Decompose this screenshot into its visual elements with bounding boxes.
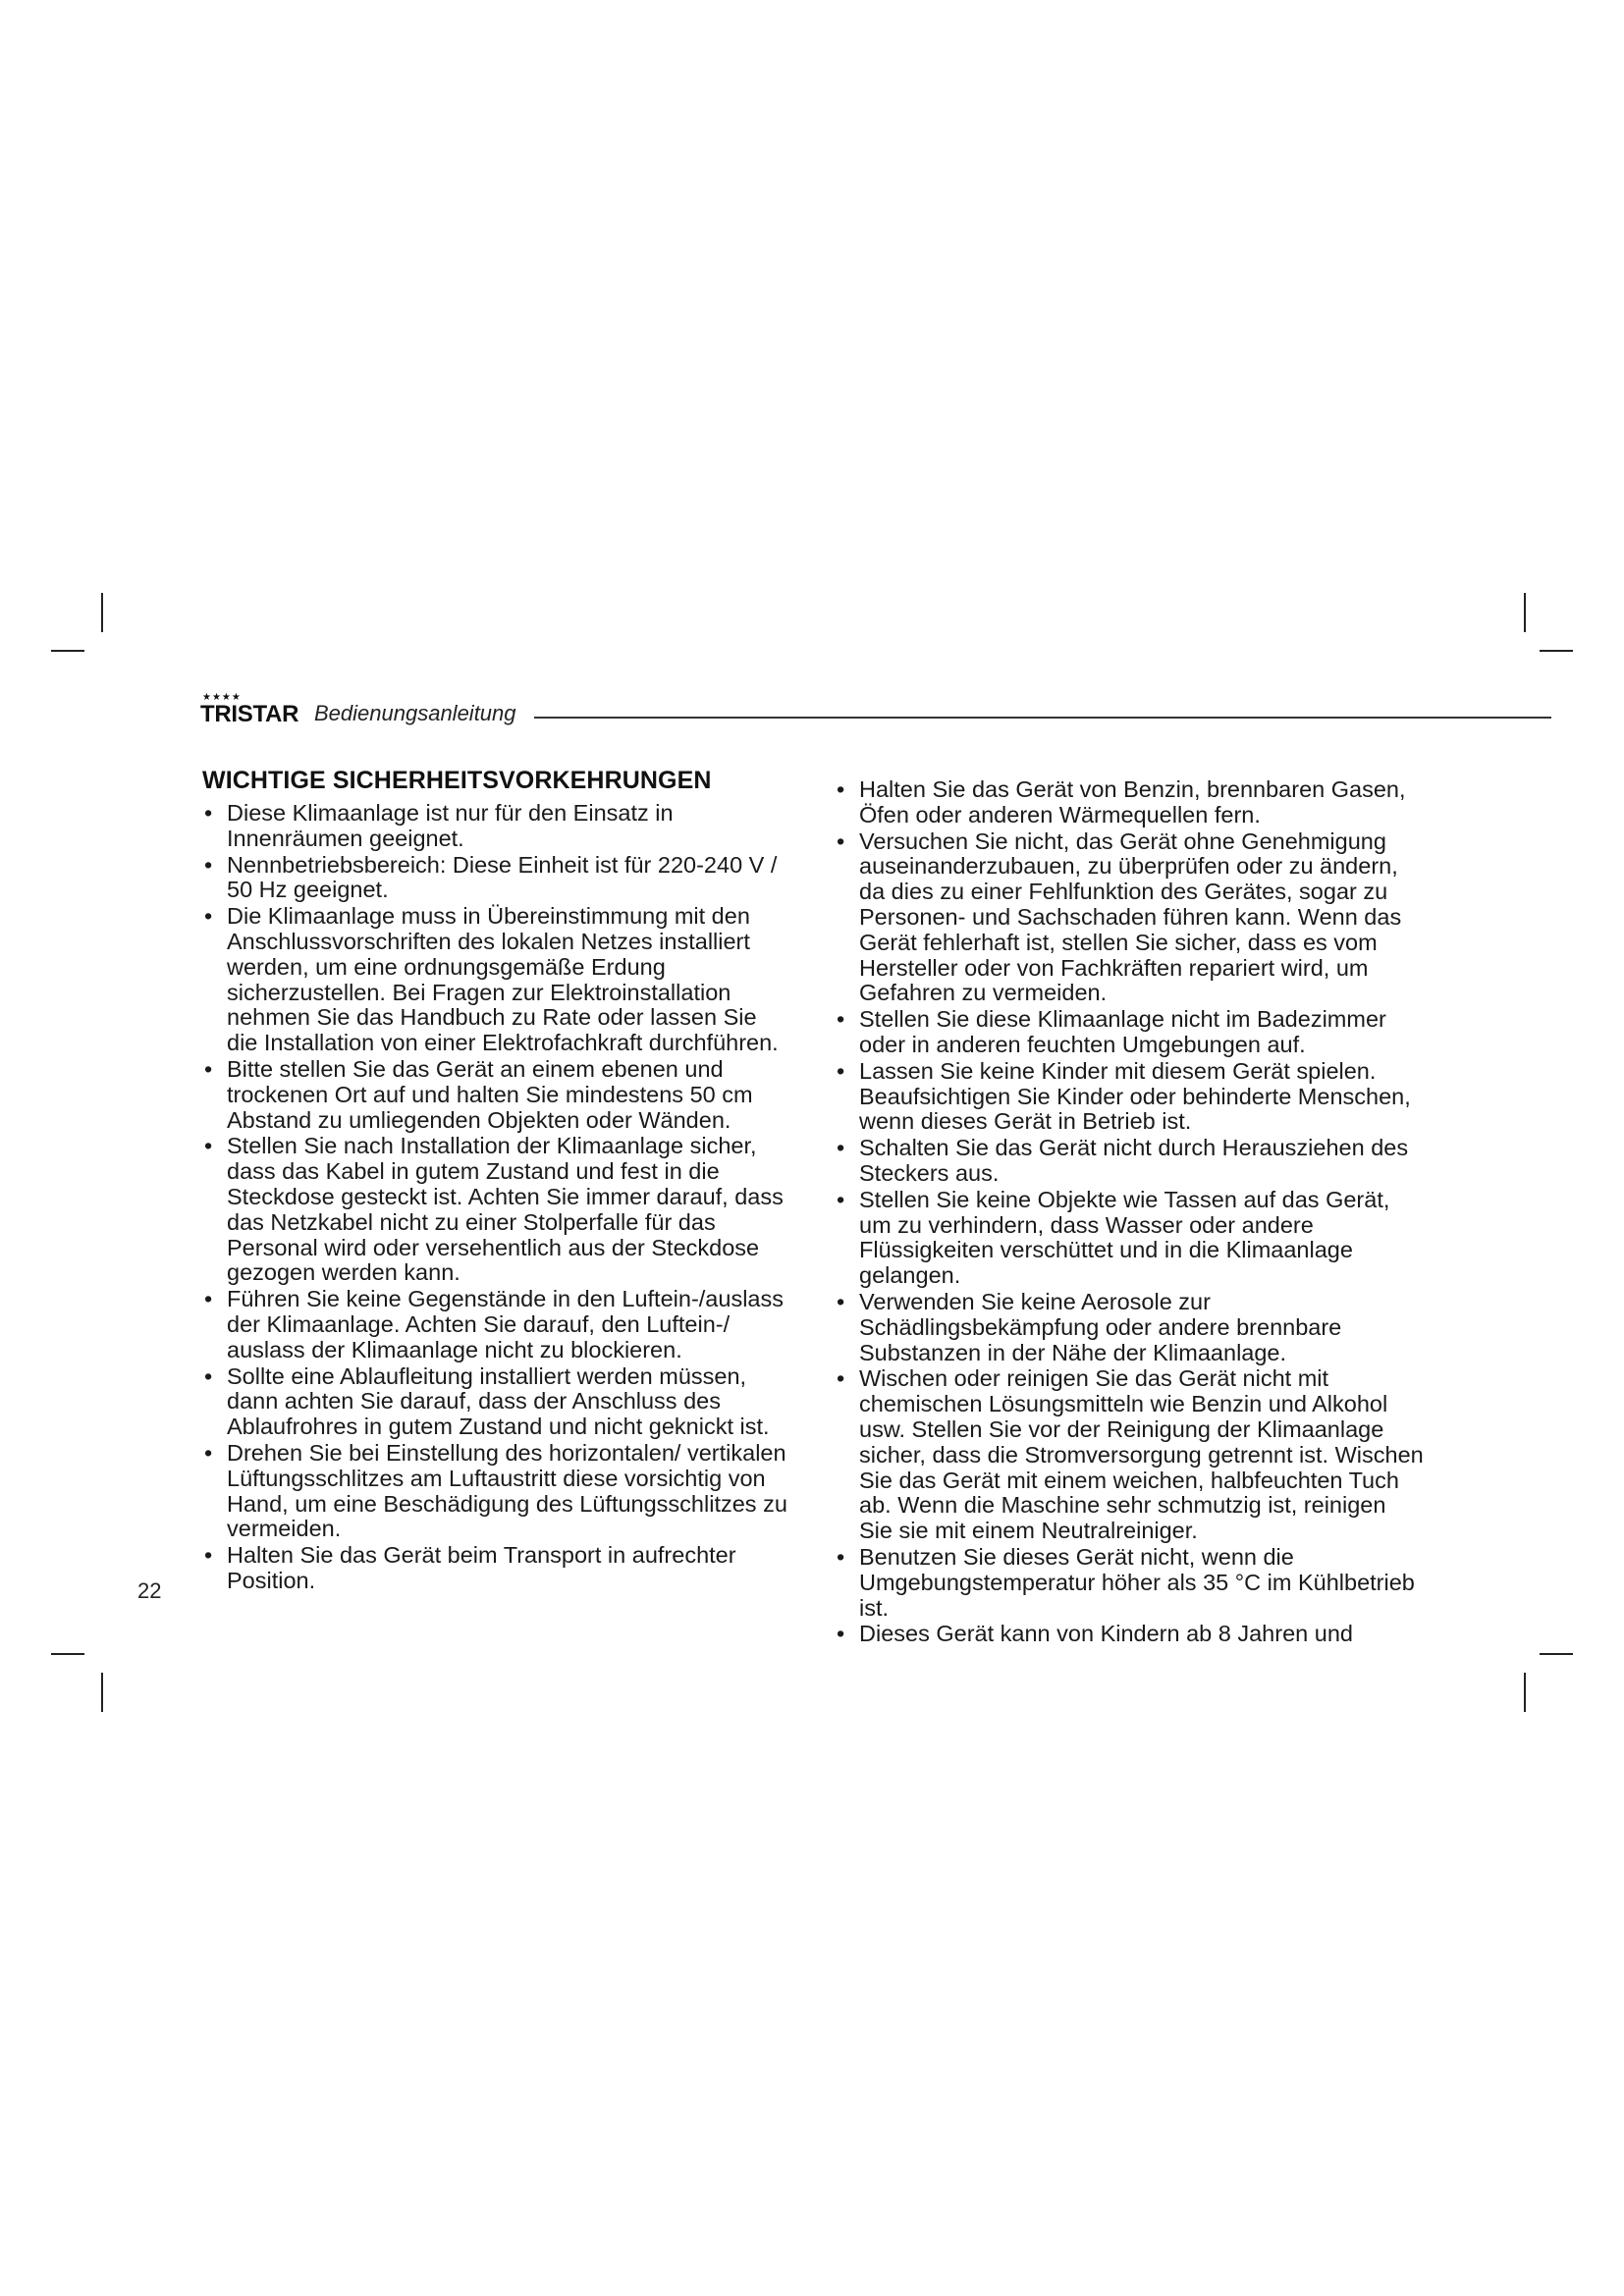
list-item	[835, 1290, 1424, 1365]
safety-list-right	[835, 777, 1424, 1647]
crop-mark-bottom-left-vertical	[101, 1673, 103, 1712]
list-item-text: • Stellen Sie nach Installation der Klimaanlage sicher, dass das Kabel in gutem Zustand und fest in die Steckdose gesteckt ist. Achten Sie immer darauf, dass das Netzkabel nicht zu einer Stolperfalle für das Personal wird oder versehentlich aus der Steckdose gezogen werden kann.	[227, 1133, 784, 1286]
tristar-logo	[200, 692, 310, 727]
list-item-text: • Lassen Sie keine Kinder mit diesem Gerät spielen. Beaufsichtigen Sie Kinder oder behinderte Menschen, wenn dieses Gerät in Betrieb ist.	[859, 1057, 1411, 1135]
list-item	[835, 829, 1424, 1007]
list-item	[202, 1057, 791, 1133]
list-item-text: • Versuchen Sie nicht, das Gerät ohne Genehmigung auseinanderzubauen, zu überprüfen oder zu ändern, da dies zu einer Fehlfunktion des Gerätes, sogar zu Personen- und Sachschaden führen kann. Wenn das Gerät fehlerhaft ist, stellen Sie sicher, dass es vom Hersteller oder von Fachkräften repariert wird, um Gefahren zu vermeiden.	[859, 828, 1402, 1006]
logo-stars: ★★★★	[202, 692, 242, 703]
list-item-text: • Dieses Gerät kann von Kindern ab 8 Jahren und	[859, 1621, 1353, 1647]
crop-mark-bottom-right-horizontal	[1540, 1653, 1573, 1655]
crop-mark-top-left-vertical	[101, 593, 103, 632]
list-item-text: • Schalten Sie das Gerät nicht durch Herausziehen des Steckers aus.	[859, 1135, 1409, 1186]
safety-list-left	[202, 801, 791, 1594]
header-rule	[534, 717, 1551, 719]
crop-mark-top-right-horizontal	[1540, 650, 1573, 652]
list-item	[835, 777, 1424, 828]
page-header	[200, 687, 1551, 726]
list-item	[835, 1188, 1424, 1289]
crop-mark-top-left-horizontal	[51, 650, 84, 652]
list-item-text: • Stellen Sie keine Objekte wie Tassen auf das Gerät, um zu verhindern, dass Wasser oder andere Flüssigkeiten verschüttet und in die Klimaanlage gelangen.	[859, 1186, 1390, 1289]
list-item	[835, 1622, 1424, 1647]
list-item-text: • Diese Klimaanlage ist nur für den Einsatz in Innenräumen geeignet.	[227, 800, 674, 851]
list-item-text: • Führen Sie keine Gegenstände in den Luftein-/auslass der Klimaanlage. Achten Sie darauf, den Luftein-/ auslass der Klimaanlage nicht zu blockieren.	[227, 1286, 784, 1362]
list-item	[835, 1007, 1424, 1058]
list-item	[202, 801, 791, 852]
list-item	[202, 1364, 791, 1440]
list-item-text: • Halten Sie das Gerät von Benzin, brennbaren Gasen, Öfen oder anderen Wärmequellen fern.	[859, 776, 1406, 828]
list-item-text: • Wischen oder reinigen Sie das Gerät nicht mit chemischen Lösungsmitteln wie Benzin und Alkohol usw. Stellen Sie vor der Reinigung der Klimaanlage sicher, dass die Stromversorgung getrennt ist. Wischen Sie das Gerät mit einem weichen, halbfeuchten Tuch ab. Wenn die Maschine sehr schmutzig ist, reinigen Sie sie mit einem Neutralreiniger.	[859, 1365, 1424, 1544]
left-column	[202, 766, 791, 1595]
list-item-text: • Halten Sie das Gerät beim Transport in aufrechter Position.	[227, 1542, 736, 1593]
page-number: 22	[137, 1578, 162, 1603]
list-item	[835, 1545, 1424, 1621]
list-item-text: • Sollte eine Ablaufleitung installiert werden müssen, dann achten Sie darauf, dass der Anschluss des Ablaufrohres in gutem Zustand und nicht geknickt ist.	[227, 1362, 770, 1440]
logo-text: TRISTAR	[200, 701, 299, 727]
crop-mark-top-right-vertical	[1524, 593, 1526, 632]
crop-mark-bottom-left-horizontal	[51, 1653, 84, 1655]
list-item-text: • Benutzen Sie dieses Gerät nicht, wenn die Umgebungstemperatur höher als 35 °C im Kühlbetrieb ist.	[859, 1543, 1415, 1621]
list-item	[202, 904, 791, 1056]
list-item-text: • Bitte stellen Sie das Gerät an einem ebenen und trockenen Ort auf und halten Sie mindestens 50 cm Abstand zu umliegenden Objekten oder Wänden.	[227, 1055, 753, 1133]
list-item-text: • Die Klimaanlage muss in Übereinstimmung mit den Anschlussvorschriften des lokalen Netzes installiert werden, um eine ordnungsgemäße Erdung sicherzustellen. Bei Fragen zur Elektroinstallation nehmen Sie das Handbuch zu Rate oder lassen Sie die Installation von einer Elektrofachkraft durchführen.	[227, 903, 779, 1056]
list-item	[835, 1059, 1424, 1135]
crop-mark-bottom-right-vertical	[1524, 1673, 1526, 1712]
list-item-text: • Drehen Sie bei Einstellung des horizontalen/ vertikalen Lüftungsschlitzes am Luftaustritt diese vorsichtig von Hand, um eine Beschädigung des Lüftungsschlitzes zu vermeiden.	[227, 1439, 787, 1542]
list-item	[202, 1543, 791, 1594]
list-item	[202, 853, 791, 904]
list-item-text: • Stellen Sie diese Klimaanlage nicht im Badezimmer oder in anderen feuchten Umgebungen auf.	[859, 1006, 1386, 1057]
section-heading: WICHTIGE SICHERHEITSVORKEHRUNGEN	[202, 767, 712, 794]
list-item	[202, 1287, 791, 1362]
list-item-text: • Nennbetriebsbereich: Diese Einheit ist für 220-240 V / 50 Hz geeignet.	[227, 851, 778, 903]
list-item	[202, 1441, 791, 1542]
list-item	[835, 1366, 1424, 1544]
header-subtitle: Bedienungsanleitung	[314, 701, 516, 725]
list-item	[202, 1134, 791, 1286]
right-column	[835, 777, 1424, 1648]
list-item-text: • Verwenden Sie keine Aerosole zur Schädlingsbekämpfung oder andere brennbare Substanzen in der Nähe der Klimaanlage.	[859, 1288, 1342, 1365]
list-item	[835, 1136, 1424, 1187]
